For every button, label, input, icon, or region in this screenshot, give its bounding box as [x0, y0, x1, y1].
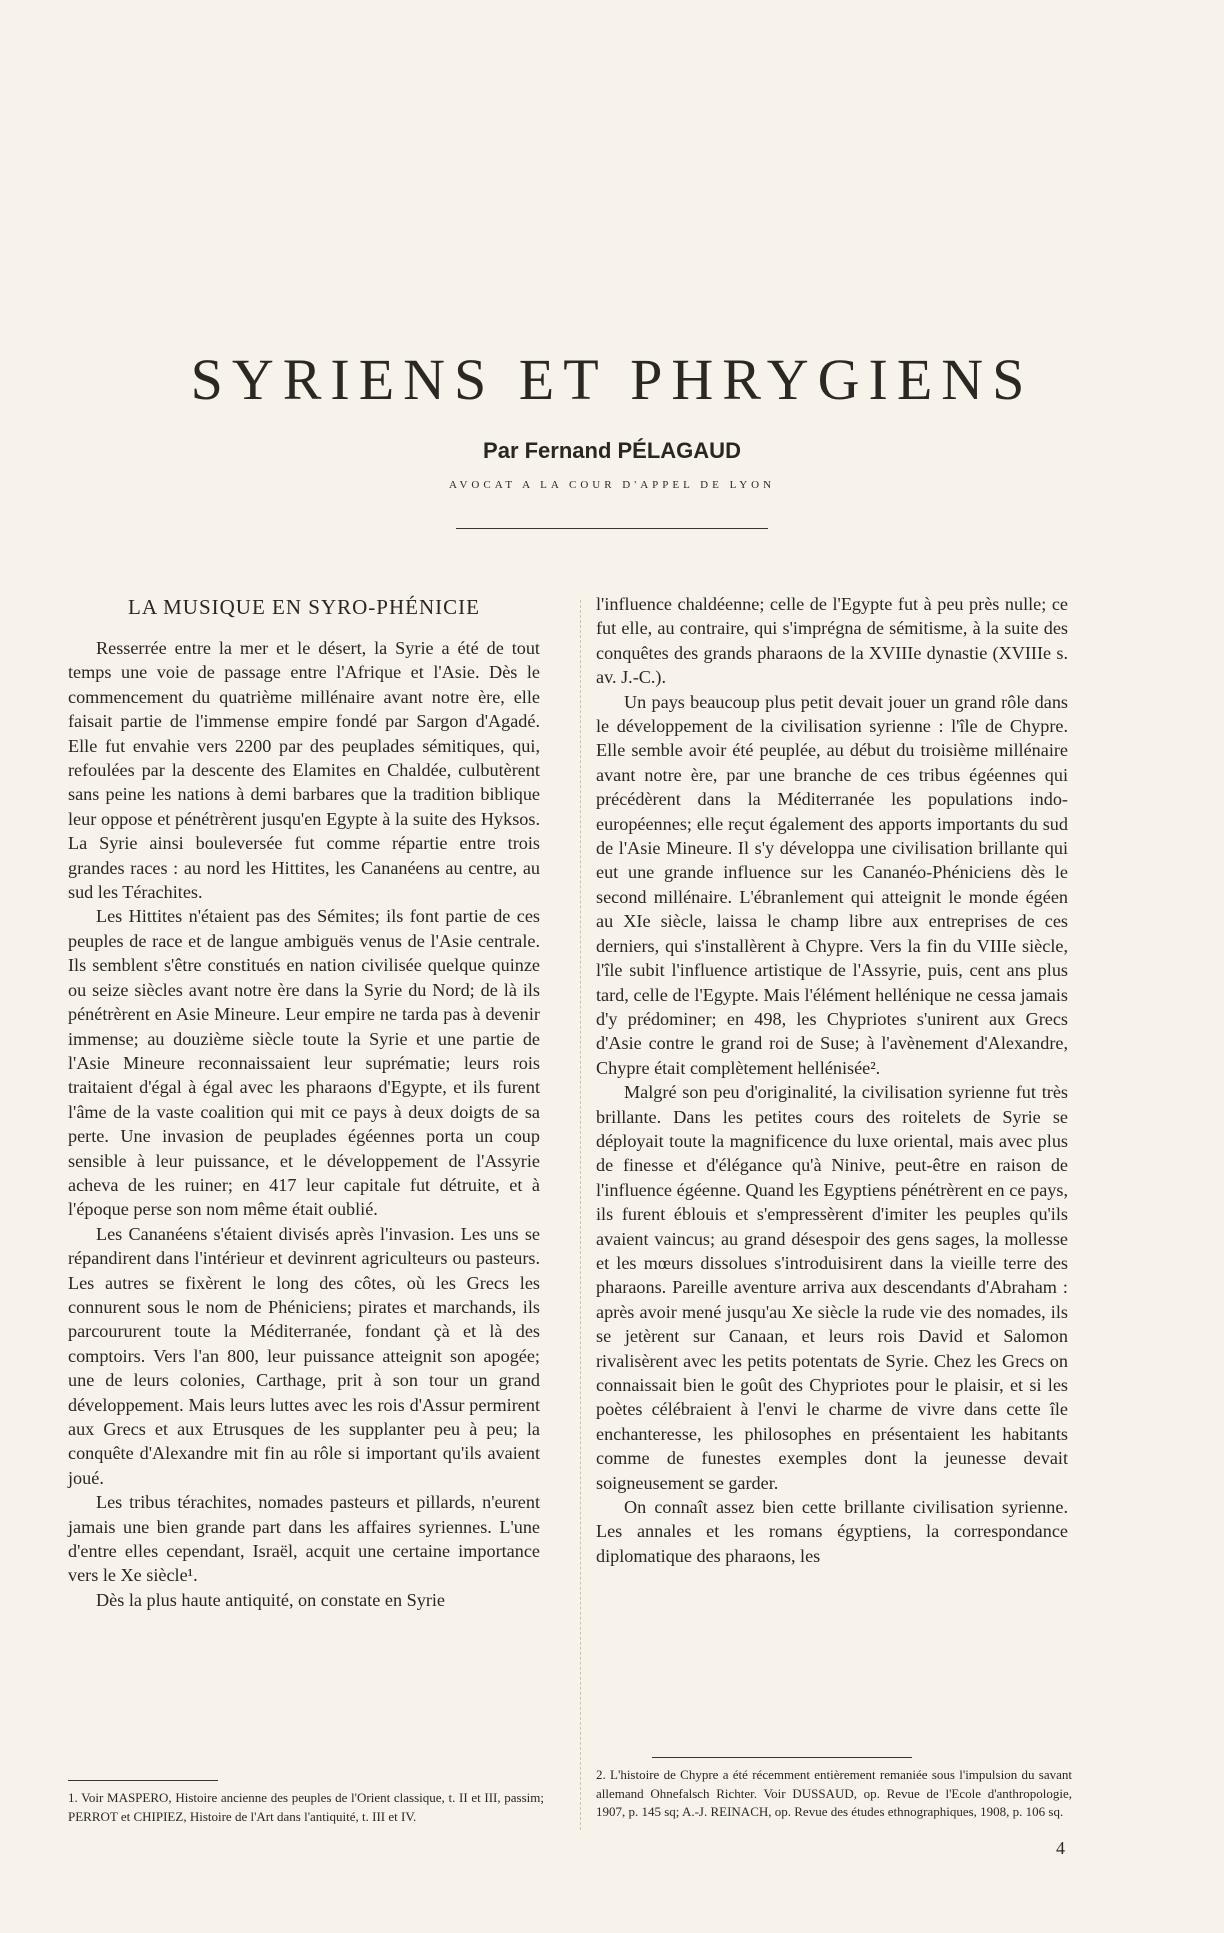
left-column — [68, 592, 540, 1612]
section-heading: LA MUSIQUE EN SYRO-PHÉNICIE — [128, 595, 480, 619]
page-number: 4 — [1056, 1838, 1065, 1858]
footnote-separator — [68, 1780, 218, 1781]
right-paragraph-continuation: l'influence chaldéenne; celle de l'Egypte fut à peu près nulle; ce fut elle, au contraire, qui s'imprégna de sémitisme, à la suite des conquêtes des grands pharaons de la XVIIIe dynastie (XVIIIe s. av. J.-C.). — [596, 594, 1068, 688]
left-paragraph-5: Dès la plus haute antiquité, on constate en Syrie — [96, 1589, 446, 1610]
article-title: SYRIENS ET PHRYGIENS — [190, 347, 1034, 412]
right-paragraph-3: On connaît assez bien cette brillante civilisation syrienne. Les annales et les romans égyptiens, la correspondance diplomatique des pharaons, les — [596, 1497, 1068, 1566]
footnote-2: 2. L'histoire de Chypre a été récemment entièrement remaniée sous l'impulsion du savant allemand Ohnefalsch Richter. Voir DUSSAUD, op. Revue de l'Ecole d'anthropologie, 1907, p. 145 sq; A.-J. REINACH, op. Revue des études ethnographiques, 1908, p. 106 sq. — [596, 1767, 1072, 1819]
right-column — [596, 592, 1068, 1568]
column-divider — [580, 600, 581, 1830]
article-author: Par Fernand PÉLAGAUD — [483, 438, 741, 463]
title-rule — [456, 528, 768, 529]
footnote-left — [68, 1780, 544, 1826]
footnote-1: 1. Voir MASPERO, Histoire ancienne des peuples de l'Orient classique, t. II et III, passim; PERROT et CHIPIEZ, Histoire de l'Art dans l'antiquité, t. III et IV. — [68, 1790, 544, 1824]
author-affiliation: AVOCAT A LA COUR D'APPEL DE LYON — [448, 479, 776, 491]
footnote-separator — [652, 1757, 912, 1758]
left-paragraph-1: Resserrée entre la mer et le désert, la Syrie a été de tout temps une voie de passage entre l'Afrique et l'Asie. Dès le commencement du quatrième millénaire avant notre ère, elle faisait partie de l'immense empire fondé par Sargon d'Agadé. Elle fut envahie vers 2200 par des peuplades sémitiques, qui, refoulées par la descente des Elamites en Chaldée, culbutèrent sans peine les nations à demi barbares que la tradition biblique leur oppose et pénétrèrent jusqu'en Egypte à la suite des Hyksos. La Syrie ainsi bouleversée fut comme répartie entre trois grandes races : au nord les Hittites, les Cananéens au centre, au sud les Térachites. — [68, 638, 540, 903]
left-paragraph-3: Les Cananéens s'étaient divisés après l'invasion. Les uns se répandirent dans l'intérieur et devinrent agriculteurs ou pasteurs. Les autres se fixèrent le long des côtes, où les Grecs les connurent sous le nom de Phéniciens; pirates et marchands, ils parcoururent toute la Méditerranée, fondant çà et là des comptoirs. Vers l'an 800, leur puissance atteignit son apogée; une de leurs colonies, Carthage, prit à son tour un grand développement. Mais leurs luttes avec les rois d'Assur permirent aux Grecs et aux Etrusques de les supplanter peu à peu; la conquête d'Alexandre mit fin au rôle si important qu'ils avaient joué. — [68, 1223, 540, 1488]
left-paragraph-2: Les Hittites n'étaient pas des Sémites; ils font partie de ces peuples de race et de langue ambiguës venus de l'Asie centrale. Ils semblent s'être constitués en nation civilisée quelque quinze ou seize siècles avant notre ère dans la Syrie du Nord; de là ils pénétrèrent en Asie Mineure. Leur empire ne tarda pas à devenir immense; au douzième siècle toute la Syrie et une partie de l'Asie Mineure reconnaissaient leur suprématie; leurs rois traitaient d'égal à égal avec les pharaons d'Egypte, et ils furent l'âme de la vaste coalition qui mit ce pays à deux doigts de sa perte. Une invasion de peuplades égéennes porta un coup sensible à leur puissance, et le développement de l'Assyrie acheva de les ruiner; en 417 leur capitale fut détruite, et à l'époque perse son nom même était oublié. — [68, 906, 540, 1220]
left-paragraph-4: Les tribus térachites, nomades pasteurs et pillards, n'eurent jamais une bien grande part dans les affaires syriennes. L'une d'entre elles cependant, Israël, acquit une certaine importance vers le Xe siècle¹. — [68, 1492, 540, 1586]
right-paragraph-1: Un pays beaucoup plus petit devait jouer un grand rôle dans le développement de la civilisation syrienne : l'île de Chypre. Elle semble avoir été peuplée, au début du troisième millénaire avant notre ère, par une branche de ces tribus égéennes qui précédèrent dans la Méditerranée les populations indo-européennes; elle reçut également des apports importants du sud de l'Asie Mineure. Il s'y développa une civilisation brillante qui eut une grande influence sur les Cananéo-Phéniciens dès le second millénaire. L'ébranlement qui atteignit le monde égéen au XIe siècle, laissa le champ libre aux entreprises de ces derniers, qui s'installèrent à Chypre. Vers la fin du VIIIe siècle, l'île subit l'influence artistique de l'Assyrie, puis, cent ans plus tard, celle de l'Egypte. Mais l'élément hellénique ne cessa jamais d'y prédominer; en 498, les Chypriotes s'unirent aux Grecs d'Asie contre le grand roi de Suse; à l'avènement d'Alexandre, Chypre était complètement hellénisée². — [596, 691, 1068, 1078]
right-paragraph-2: Malgré son peu d'originalité, la civilisation syrienne fut très brillante. Dans les petites cours des roitelets de Syrie se déployait toute la magnificence du luxe oriental, mais avec plus de finesse et d'élégance qu'à Ninive, peut-être en raison de l'influence égéenne. Quand les Egyptiens pénétrèrent en ce pays, ils furent éblouis et s'empressèrent d'imiter les peuples qu'ils avaient vaincus; au grand désespoir des gens sages, la mollesse et les mœurs dissolues s'introduisirent dans la vieille terre des pharaons. Pareille aventure arriva aux descendants d'Abraham : après avoir mené jusqu'au Xe siècle la rude vie des nomades, ils se jetèrent sur Canaan, et leurs rois David et Salomon rivalisèrent avec les petits potentats de Syrie. Chez les Grecs on connaissait bien le goût des Chypriotes pour le plaisir, et si les poètes célébraient à l'envi le charme de vivre dans cette île enchanteresse, les philosophes en présentaient les habitants comme de funestes exemples dont la jeunesse devait soigneusement se garder. — [596, 1082, 1068, 1493]
footnote-right — [596, 1757, 1072, 1822]
